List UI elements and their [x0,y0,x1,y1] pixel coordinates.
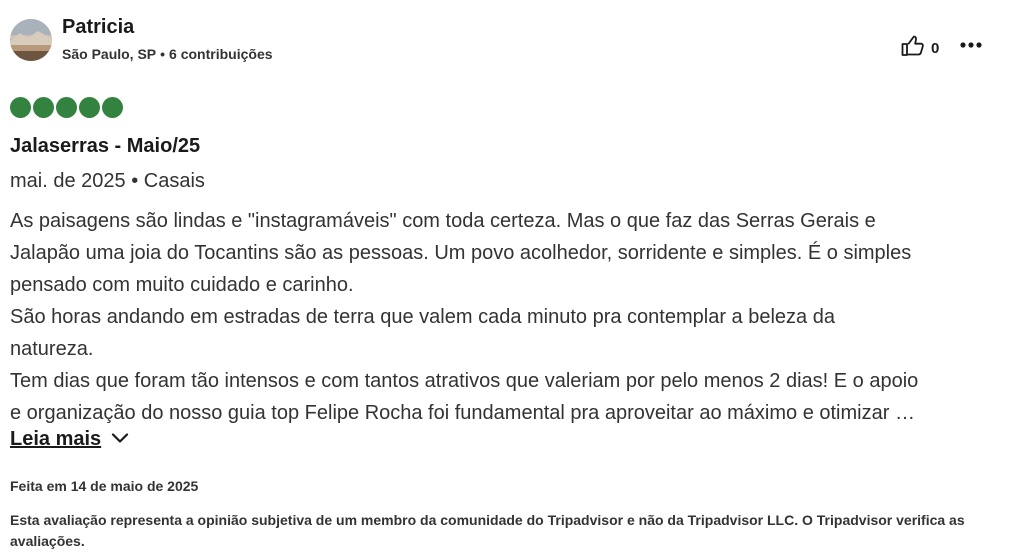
read-more-label: Leia mais [10,428,102,450]
review-line: Jalapão uma joia do Tocantins são as pessoas. Um povo acolhedor, sorridente e simples. É o simples [10,242,912,264]
review-date-written: Feita em 14 de maio de 2025 [10,478,199,494]
more-options-button[interactable] [958,36,986,54]
like-button[interactable] [901,35,939,62]
review-disclaimer: Esta avaliação representa a opinião subjetiva de um membro da comunidade do Tripadvisor e não da Tripadvisor LLC. O Tripadvisor verifica as avaliações. [10,512,965,549]
rating-bubble [102,97,123,118]
reviewer-contributions: 6 contribuições [169,46,273,62]
review-line: São horas andando em estradas de terra que valem cada minuto pra contemplar a beleza da [10,306,835,328]
review-title[interactable]: Jalaserras - Maio/25 [10,135,201,157]
avatar[interactable] [10,19,52,61]
review-meta: mai. de 2025 • Casais [10,170,205,192]
review-line: pensado com muito cuidado e carinho. [10,274,354,296]
review-line: Tem dias que foram tão intensos e com tantos atrativos que valeriam por pelo menos 2 dias! E o apoio [10,370,919,392]
review-line: e organização do nosso guia top Felipe Rocha foi fundamental pra aproveitar ao máximo e otimizar … [10,402,915,424]
more-horizontal-icon [958,41,986,58]
rating-bubble [10,97,31,118]
reviewer-name[interactable]: Patricia [62,16,135,38]
reviewer-location: São Paulo, SP [62,46,157,62]
meta-separator: • [160,46,166,62]
like-count: 0 [931,40,940,57]
thumbs-up-icon [901,35,925,62]
review-line: natureza. [10,338,94,360]
chevron-down-icon [111,431,129,449]
rating-bubble [56,97,77,118]
rating-bubbles [10,97,123,118]
review-body [10,205,995,429]
reviewer-meta [62,46,273,62]
review-line: As paisagens são lindas e "instagramáveis" com toda certeza. Mas o que faz das Serras Gerais e [10,210,876,232]
rating-bubble [79,97,100,118]
rating-bubble [33,97,54,118]
read-more-button[interactable] [10,428,129,451]
